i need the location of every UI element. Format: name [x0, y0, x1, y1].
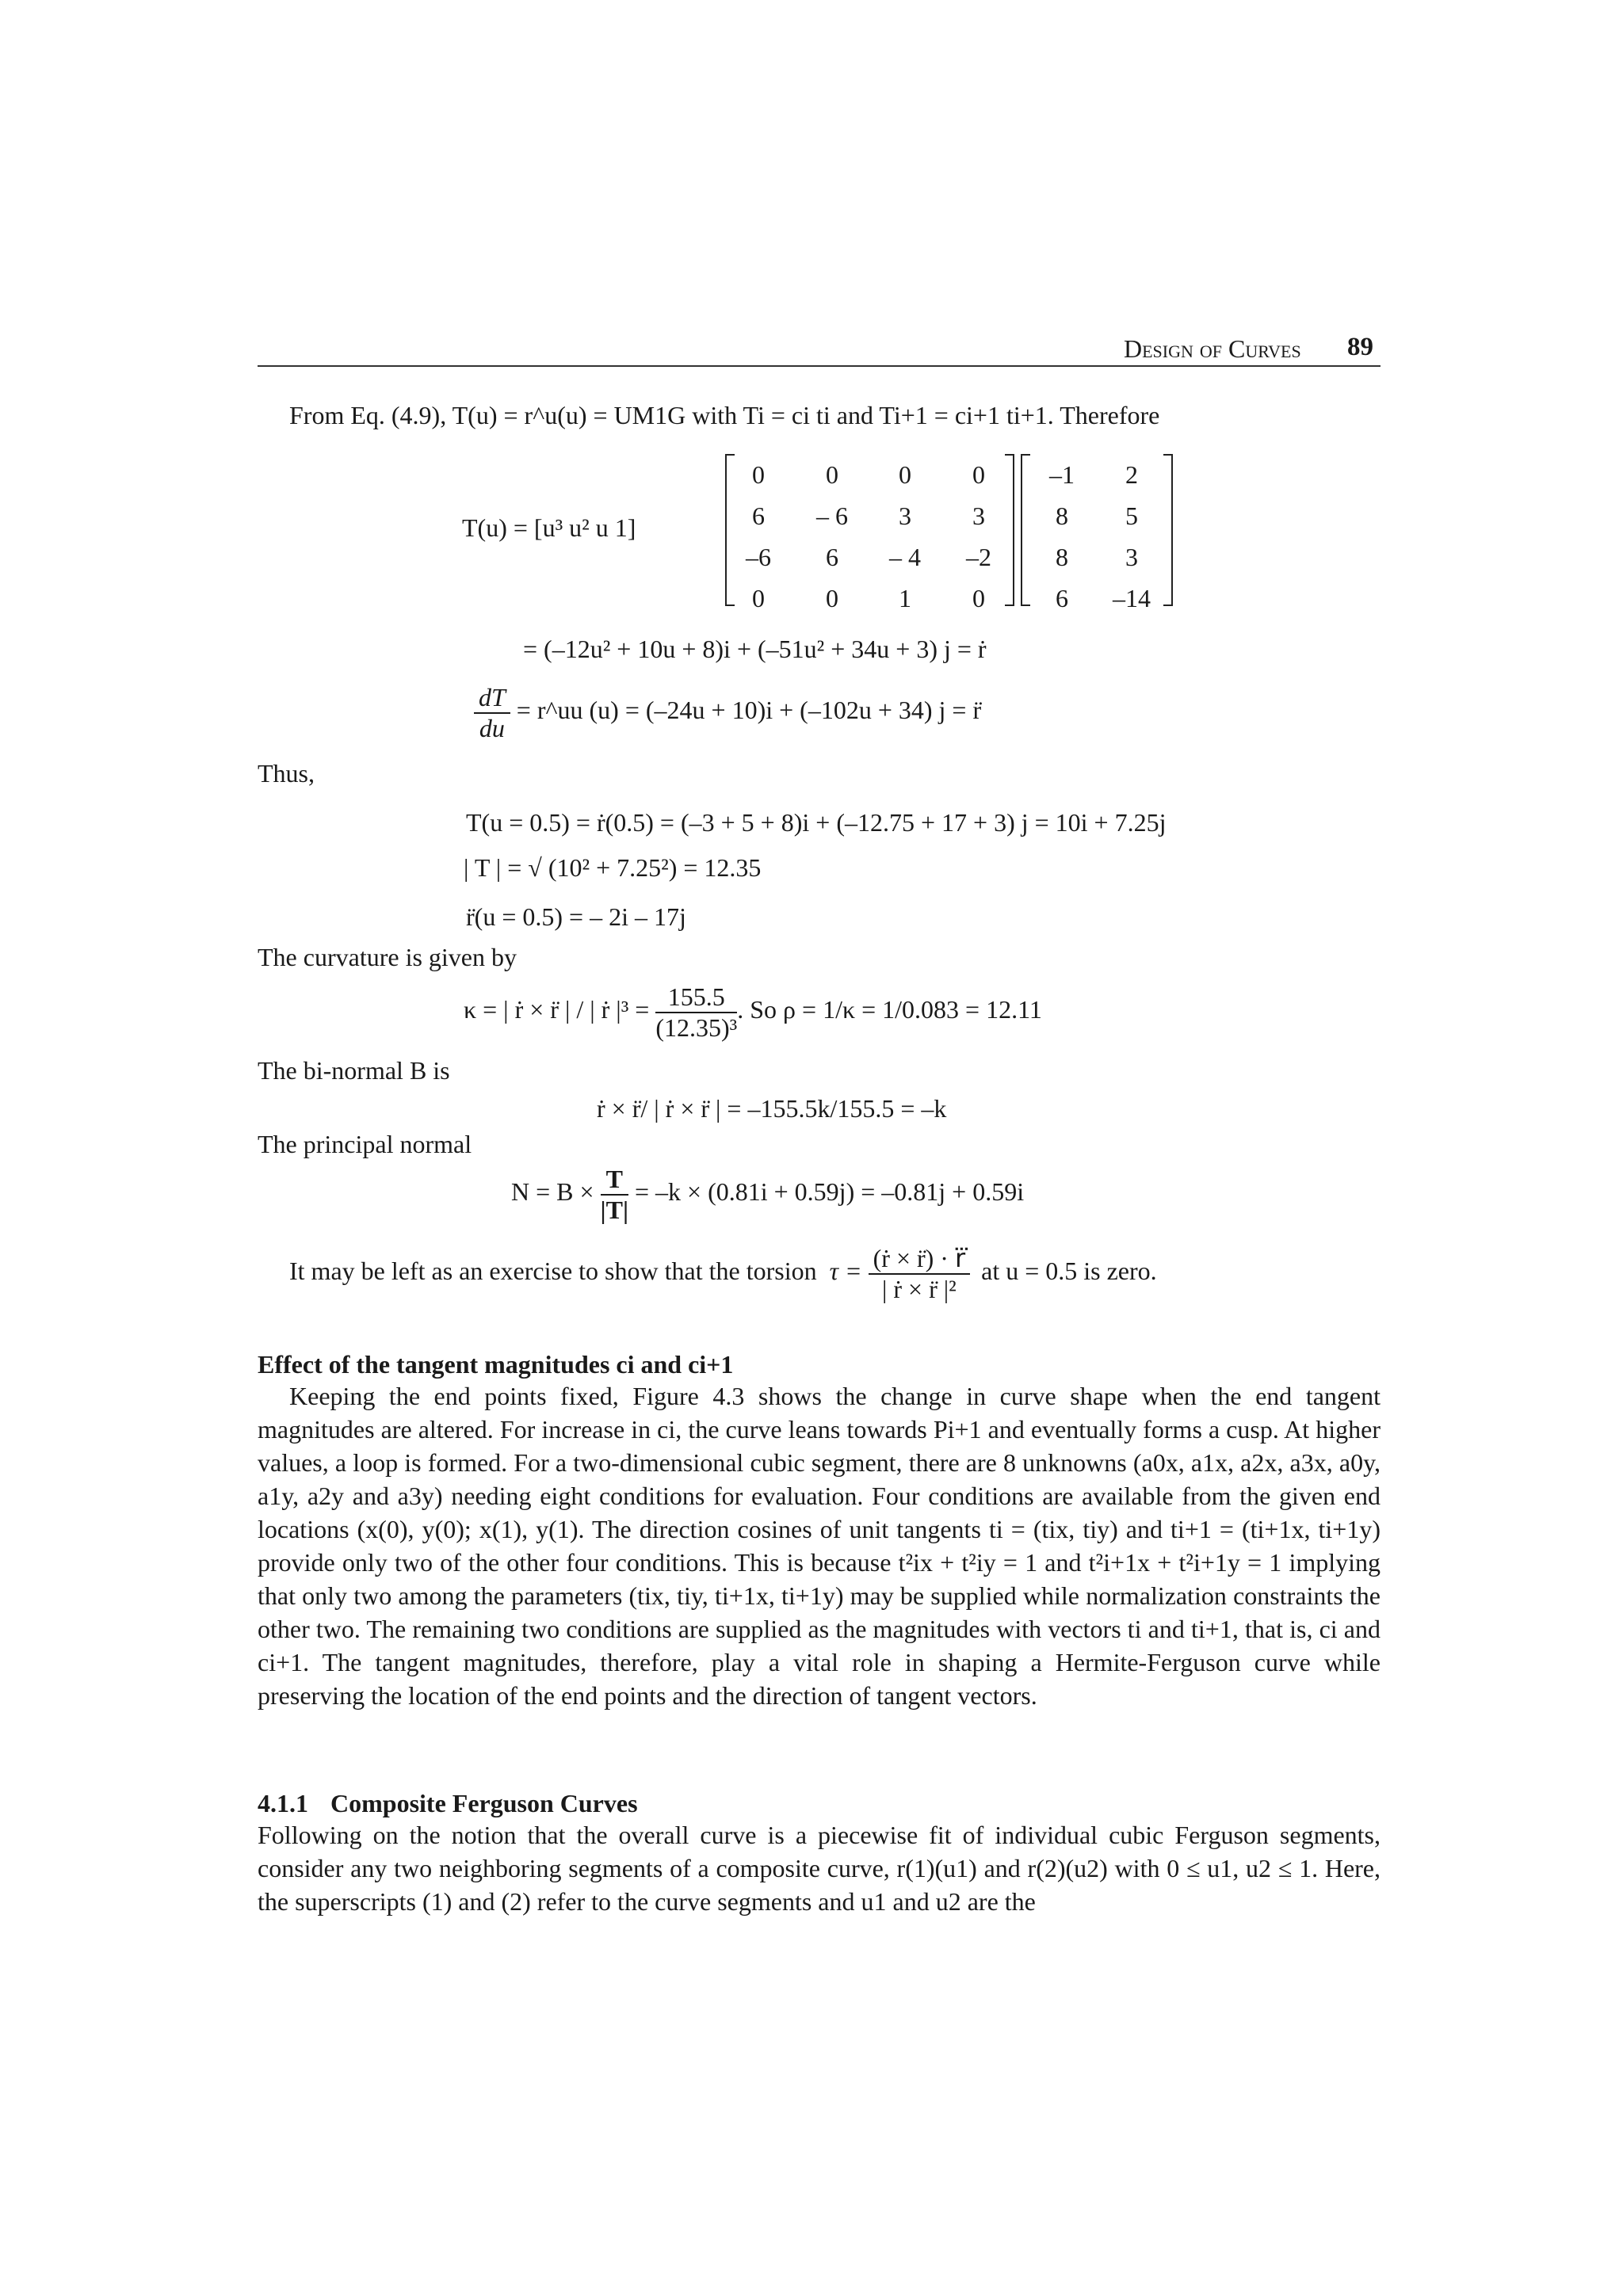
torsion-denominator: | ṙ × r̈ |²	[881, 1274, 957, 1303]
section-effect-title: Effect of the tangent magnitudes ci and ci+1	[258, 1350, 734, 1379]
intro-text: From Eq. (4.9), T(u) = r^u(u) = UM1G with Ti = ci ti and Ti+1 = ci+1 ti+1. Therefore	[289, 401, 1160, 429]
running-title: Design of Curves	[1124, 334, 1301, 363]
intro-line	[289, 402, 1159, 428]
kappa-denominator: (12.35)³	[655, 1013, 738, 1042]
torsion-numerator: (ṙ × r̈) · r⃛	[869, 1244, 970, 1275]
matrix-a-cell: – 6	[816, 502, 848, 530]
eq-rddot-at-half: r̈(u = 0.5) = – 2i – 17j	[466, 902, 686, 931]
torsion-lead: It may be left as an exercise to show that the torsion	[289, 1257, 817, 1286]
matrix-a-cell: 6	[826, 543, 838, 571]
matrix-a-cell: 0	[972, 584, 985, 612]
eq-abs-T: | T | = √ (10² + 7.25²) = 12.35	[464, 853, 762, 882]
matrix-b-left-bracket	[1021, 454, 1030, 606]
normal-denominator: |T|	[600, 1195, 628, 1224]
matrix-a	[725, 454, 1014, 612]
matrix-a-cell: –6	[746, 543, 771, 571]
eq-kappa-rhs: . So ρ = 1/κ = 1/0.083 = 12.11	[737, 995, 1042, 1024]
section-411-heading	[258, 1791, 638, 1816]
matrix-a-cell: –2	[966, 543, 991, 571]
matrix-a-cell: 3	[899, 502, 911, 530]
matrix-a-cell: 3	[972, 502, 985, 530]
section-411-body: Following on the notion that the overall curve is a piecewise fit of individual cubic Ferguson segments, consider any two neighboring segments of a composite curve, r(1)(u1) and r(2)(u2) with 0 ≤ u1, u2 ≤ 1. Here, the superscripts (1) and (2) refer to the curve segments and u1 and u2 are the	[258, 1821, 1381, 1916]
section-411-title: Composite Ferguson Curves	[330, 1789, 638, 1817]
matrix-a-cell: – 4	[889, 543, 921, 571]
dT-du-fraction	[474, 683, 510, 743]
matrix-a-cell: 0	[752, 460, 765, 489]
matrix-a-cell: 0	[826, 584, 838, 612]
dT-numerator: dT	[474, 683, 510, 714]
normal-numerator: T	[601, 1165, 628, 1196]
torsion-tail: at u = 0.5 is zero.	[981, 1257, 1157, 1286]
matrix-b-right-bracket	[1163, 454, 1173, 606]
matrix-a-cell: 0	[899, 460, 911, 489]
principal-label: The principal normal	[258, 1130, 472, 1158]
matrix-b-cell: 8	[1056, 502, 1068, 530]
du-denominator: du	[479, 713, 505, 742]
torsion-tau: τ =	[829, 1257, 862, 1286]
eq-binormal: ṙ × r̈/ | ṙ × r̈ | = –155.5k/155.5 = –k	[597, 1094, 947, 1123]
matrix-b	[1021, 454, 1173, 612]
eq-rdot: = (–12u² + 10u + 8)i + (–51u² + 34u + 3) j = ṙ	[523, 635, 987, 663]
matrix-b-cell: 5	[1125, 502, 1138, 530]
matrix-lhs: T(u) = [u³ u² u 1]	[462, 513, 636, 542]
matrix-b-cell: 2	[1125, 460, 1138, 489]
page-number: 89	[1347, 333, 1373, 361]
matrix-a-cell: 0	[972, 460, 985, 489]
eq-rddot	[474, 683, 981, 743]
matrix-b-cell: 3	[1125, 543, 1138, 571]
kappa-numerator: 155.5	[655, 982, 737, 1013]
matrix-a-left-bracket	[725, 454, 735, 606]
matrix-a-cell: 0	[826, 460, 838, 489]
eq-rddot-rhs: = r^uu (u) = (–24u + 10)i + (–102u + 34) j = r̈	[516, 696, 982, 725]
eq-kappa	[464, 982, 1042, 1043]
torsion-fraction	[869, 1244, 970, 1304]
curvature-label: The curvature is given by	[258, 943, 517, 971]
kappa-fraction	[655, 982, 737, 1043]
normal-fraction	[601, 1165, 628, 1225]
matrix-b-cell: 8	[1056, 543, 1068, 571]
section-effect-body: Keeping the end points fixed, Figure 4.3 shows the change in curve shape when the end tangent magnitudes are altered. For increase in ci, the curve leans towards Pi+1 and eventually forms a cusp. At higher values, a loop is formed. For a two-dimensional cubic segment, there are 8 unknowns (a0x, a1x, a2x, a3x, a0y, a1y, a2y and a3y) needing eight conditions for evaluation. Four conditions are available from the given end locations (x(0), y(0); x(1), y(1). The direction cosines of unit tangents ti = (tix, tiy) and ti+1 = (ti+1x, ti+1y) provide only two of the other four conditions. This is because t²ix + t²iy = 1 and t²i+1x + t²i+1y = 1 implying that only two among the parameters (tix, tiy, ti+1x, ti+1y) may be supplied while normalization constraints the other two. The remaining two conditions are supplied as the magnitudes with vectors ti and ti+1, that is, ci and ci+1. The tangent magnitudes, therefore, play a vital role in shaping a Hermite-Ferguson curve while preserving the location of the end points and the direction of tangent vectors.	[258, 1382, 1381, 1710]
matrix-b-cell: –14	[1113, 584, 1151, 612]
thus-label: Thus,	[258, 759, 315, 788]
matrix-a-cell: 6	[752, 502, 765, 530]
eq-normal-rhs: = –k × (0.81i + 0.59j) = –0.81j + 0.59i	[634, 1177, 1025, 1207]
torsion-line	[289, 1244, 1157, 1304]
matrix-a-cell: 1	[899, 584, 911, 612]
eq-T-at-half: T(u = 0.5) = ṙ(0.5) = (–3 + 5 + 8)i + (–12.75 + 17 + 3) j = 10i + 7.25j	[466, 808, 1167, 837]
matrix-a-right-bracket	[1005, 454, 1014, 606]
header-rule	[258, 365, 1381, 367]
eq-normal	[511, 1165, 1024, 1225]
matrix-a-cell: 0	[752, 584, 765, 612]
section-411-number: 4.1.1	[258, 1789, 308, 1817]
eq-normal-lhs: N = B ×	[511, 1177, 594, 1207]
matrix-b-cell: 6	[1056, 584, 1068, 612]
matrix-b-cell: –1	[1049, 460, 1075, 489]
binormal-label: The bi-normal B is	[258, 1056, 450, 1085]
eq-kappa-lhs: κ = | ṙ × r̈ | / | ṙ |³ =	[464, 995, 650, 1024]
